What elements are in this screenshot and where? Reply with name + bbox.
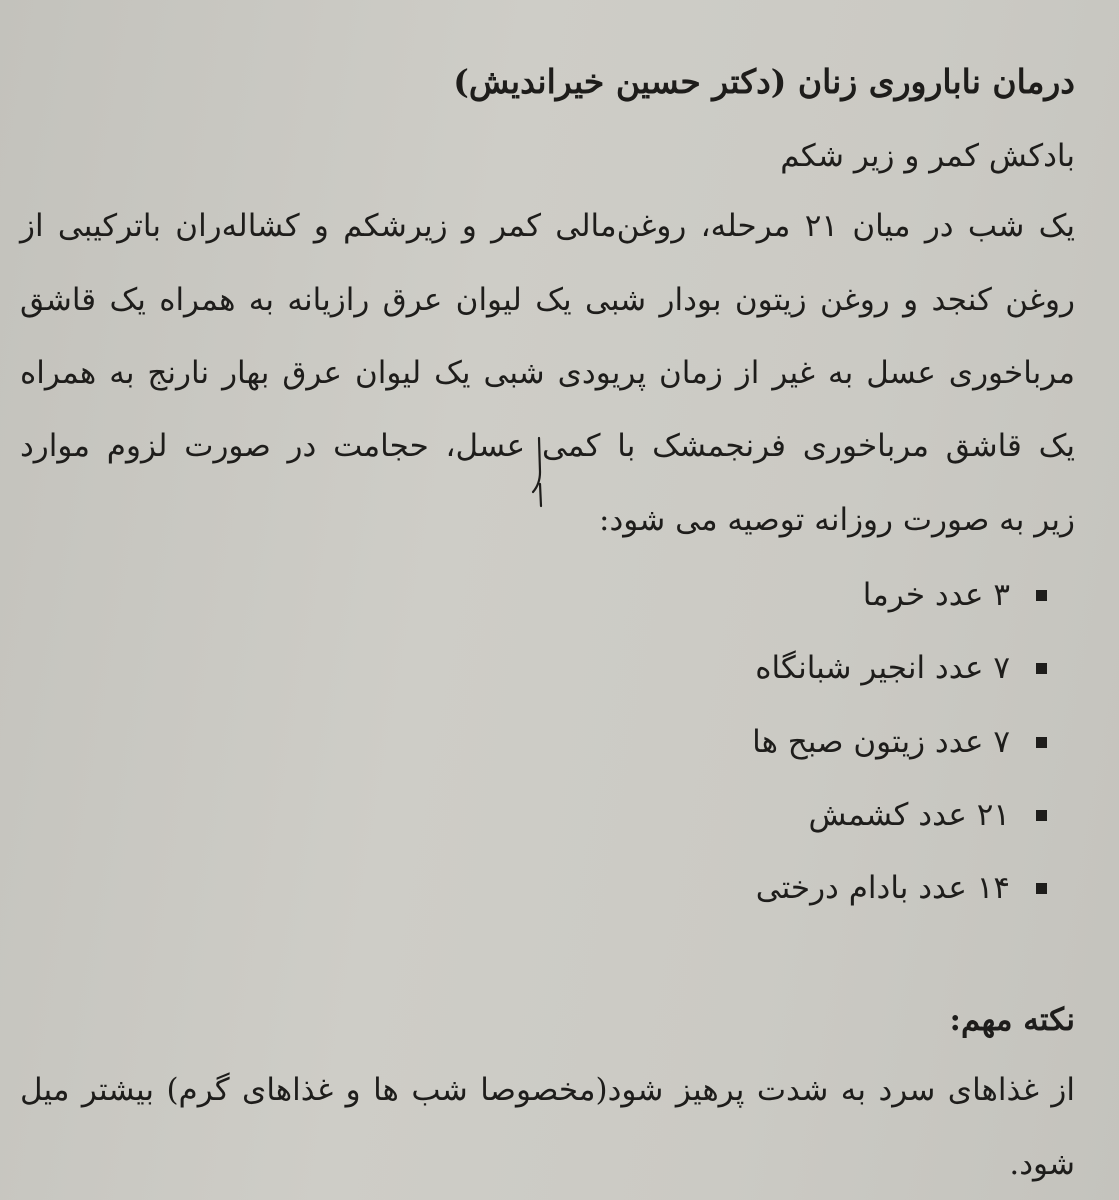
section-subtitle: بادکش کمر و زیر شکم — [780, 138, 1075, 174]
paragraph-line: یک قاشق مرباخوری فرنجمشک با کمی عسل، حجامت در صورت لزوم موارد — [20, 428, 1075, 464]
paragraph-line: زیر به صورت روزانه توصیه می شود: — [599, 502, 1075, 538]
paragraph-line: یک شب در میان ۲۱ مرحله، روغن‌مالی کمر و زیرشکم و کشاله‌ران باترکیبی از — [20, 208, 1075, 244]
list-item — [752, 724, 1047, 760]
list-item-text: ۷ عدد انجیر شبانگاه — [755, 650, 1010, 686]
list-item — [755, 650, 1047, 686]
note-line: از غذاهای سرد به شدت پرهیز شود(مخصوصا شب ها و غذاهای گرم) بیشتر میل — [20, 1072, 1075, 1108]
list-item-text: ۱۴ عدد بادام درختی — [755, 870, 1010, 906]
page-title: درمان ناباروری زنان (دکتر حسین خیراندیش) — [453, 62, 1075, 101]
list-item-text: ۷ عدد زیتون صبح ها — [752, 724, 1010, 760]
list-item-text: ۲۱ عدد کشمش — [808, 797, 1010, 833]
square-bullet-icon — [1036, 883, 1047, 894]
paragraph-line: مرباخوری عسل به غیر از زمان پریودی شبی یک لیوان عرق بهار نارنج به همراه — [20, 355, 1075, 391]
list-item-text: ۳ عدد خرما — [862, 577, 1010, 613]
square-bullet-icon — [1036, 663, 1047, 674]
note-line: شود. — [1009, 1146, 1075, 1182]
square-bullet-icon — [1036, 737, 1047, 748]
list-item — [756, 870, 1047, 906]
important-note-title: نکته مهم: — [949, 1002, 1075, 1038]
handwritten-mark — [527, 432, 551, 512]
list-item — [809, 797, 1047, 833]
square-bullet-icon — [1036, 590, 1047, 601]
paragraph-line: روغن کنجد و روغن زیتون بودار شبی یک لیوان عرق رازیانه به همراه یک قاشق — [20, 282, 1075, 318]
square-bullet-icon — [1036, 810, 1047, 821]
list-item — [863, 577, 1047, 613]
